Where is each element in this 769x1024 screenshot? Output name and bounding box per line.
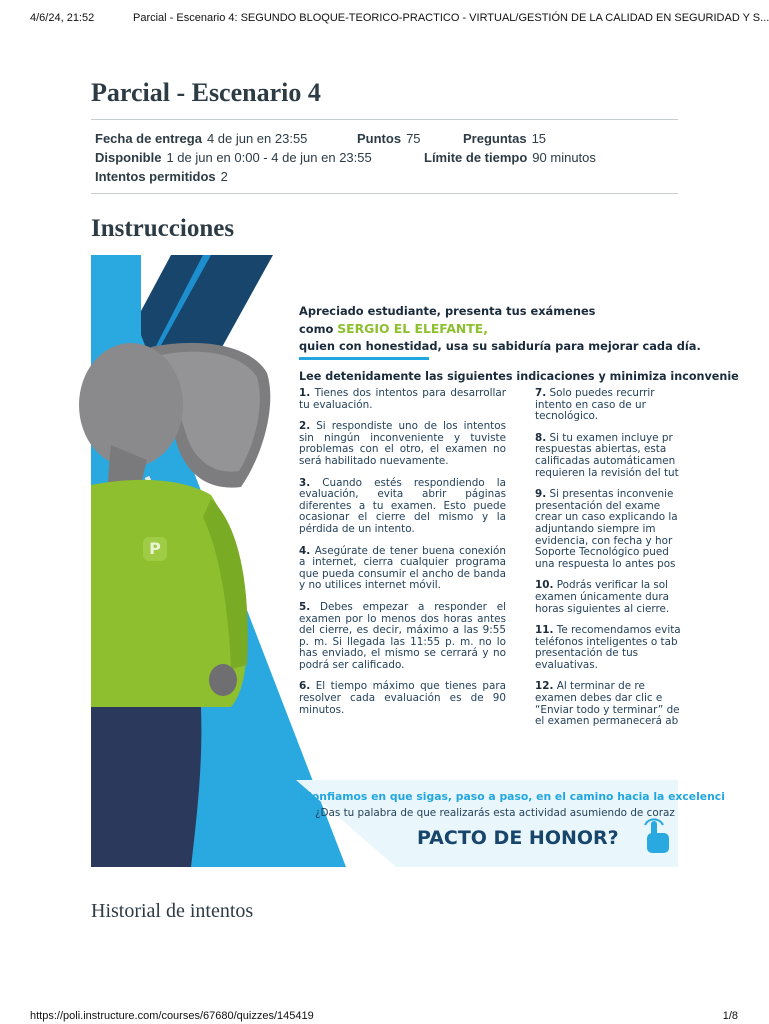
print-page-number: 1/8 <box>722 1010 738 1022</box>
instruction-item: 12. Al terminar de re examen debes dar clic e “Enviar todo y terminar” de el examen permanecerá ab <box>535 680 680 728</box>
points-value: 75 <box>406 131 421 146</box>
due-date-value: 4 de jun en 23:55 <box>206 131 308 146</box>
instructions-right-column <box>535 388 715 738</box>
questions-value: 15 <box>531 131 547 146</box>
attempts-label: Intentos permitidos <box>95 169 216 184</box>
points-label: Puntos <box>357 131 402 146</box>
banner-intro <box>299 303 701 355</box>
banner-lead: Lee detenidamente las siguientes indicaciones y minimiza inconvenie <box>299 370 739 383</box>
instruction-item: 7. Solo puedes recurrir intento en caso de ur tecnológico. <box>535 387 655 423</box>
available-detail <box>95 150 372 165</box>
instruction-item: 1. Tienes dos intentos para desarrollar tu evaluación. <box>299 387 506 411</box>
print-datetime: 4/6/24, 21:52 <box>30 12 95 24</box>
attempt-history-heading: Historial de intentos <box>91 900 254 922</box>
details-bottom-divider <box>91 193 678 194</box>
jeans <box>91 707 201 867</box>
pacto-de-honor-text: PACTO DE HONOR? <box>417 827 619 849</box>
due-date-label: Fecha de entrega <box>95 131 202 146</box>
closing-line-2: ¿Das tu palabra de que realizarás esta actividad asumiendo de coraz <box>315 807 675 819</box>
details-top-divider <box>91 119 678 120</box>
time-limit-label: Límite de tiempo <box>424 150 528 165</box>
intro-line-3: quien con honestidad, usa su sabiduría para mejorar cada día. <box>299 339 701 353</box>
intro-highlight-name: SERGIO EL ELEFANTE, <box>337 321 488 336</box>
questions-label: Preguntas <box>463 131 527 146</box>
instruction-item: 9. Si presentas inconvenie presentación del exame crear un caso explicando la adjuntando siempre im evidencia, con fecha y hor Soporte Tecnológico pued una respuesta lo antes pos <box>535 488 678 570</box>
time-limit-value: 90 minutos <box>532 150 596 165</box>
available-label: Disponible <box>95 150 162 165</box>
instructions-heading: Instrucciones <box>91 215 235 242</box>
instruction-item: 10. Podrás verificar la sol examen únicamente dura horas siguientes al cierre. <box>535 579 670 615</box>
elephant-head <box>79 343 183 467</box>
instruction-item: 6. El tiempo máximo que tienes para resolver cada evaluación es de 90 minutos. <box>299 680 506 716</box>
instruction-item: 11. Te recomendamos evita teléfonos inteligentes o tab presentación de tus evaluativas. <box>535 624 681 671</box>
intro-line-2-prefix: como <box>299 322 334 336</box>
print-page-title: Parcial - Escenario 4: SEGUNDO BLOQUE-TEORICO-PRACTICO - VIRTUAL/GESTIÓN DE LA CALIDAD EN SEGURIDAD Y S... <box>133 12 769 24</box>
quiz-title: Parcial - Escenario 4 <box>91 78 321 107</box>
hoodie-logo-text: P <box>143 537 167 561</box>
intro-line-1: Apreciado estudiante, presenta tus exámenes <box>299 304 596 318</box>
time-limit-detail <box>424 150 596 165</box>
points-detail <box>357 131 421 146</box>
intro-underline <box>299 357 429 360</box>
instruction-item: 5. Debes empezar a responder el examen por lo menos dos horas antes del cierre, es decir, máximo a las 9:55 p. m. Si llegada las 11:55 p. m. no lo has enviado, el mismo se cerrará y no podrá ser calificado. <box>299 600 506 671</box>
attempts-value: 2 <box>220 169 228 184</box>
instruction-item: 4. Asegúrate de tener buena conexión a internet, cierra cualquier programa que pueda consumir el ancho de banda y no utilices internet móvil. <box>299 544 506 592</box>
instruction-item: 8. Si tu examen incluye pr respuestas abiertas, esta calificadas automáticamen requieren la revisión del tut <box>535 431 679 479</box>
instruction-item: 2. Si respondiste uno de los intentos sin ningún inconveniente y tuviste problemas con el otro, el examen no será habilitado nuevamente. <box>299 420 506 467</box>
attempts-detail <box>95 169 228 184</box>
print-url: https://poli.instructure.com/courses/67680/quizzes/145419 <box>30 1010 314 1022</box>
questions-detail <box>463 131 546 146</box>
available-value: 1 de jun en 0:00 - 4 de jun en 23:55 <box>166 150 372 165</box>
closing-line-1: ¡Confiamos en que sigas, paso a paso, en el camino hacia la excelenci <box>299 790 725 803</box>
elephant-hand <box>209 664 237 696</box>
intro-line-2 <box>299 320 701 338</box>
instructions-left-column <box>299 388 506 726</box>
instruction-item: 3. Cuando estés respondiendo la evaluación, evita abrir páginas diferentes a tu examen. Esto puede ocasionar el cierre del mismo y la pérdida de un intento. <box>299 476 506 535</box>
instructions-banner <box>91 255 739 867</box>
due-date-detail <box>95 131 307 146</box>
